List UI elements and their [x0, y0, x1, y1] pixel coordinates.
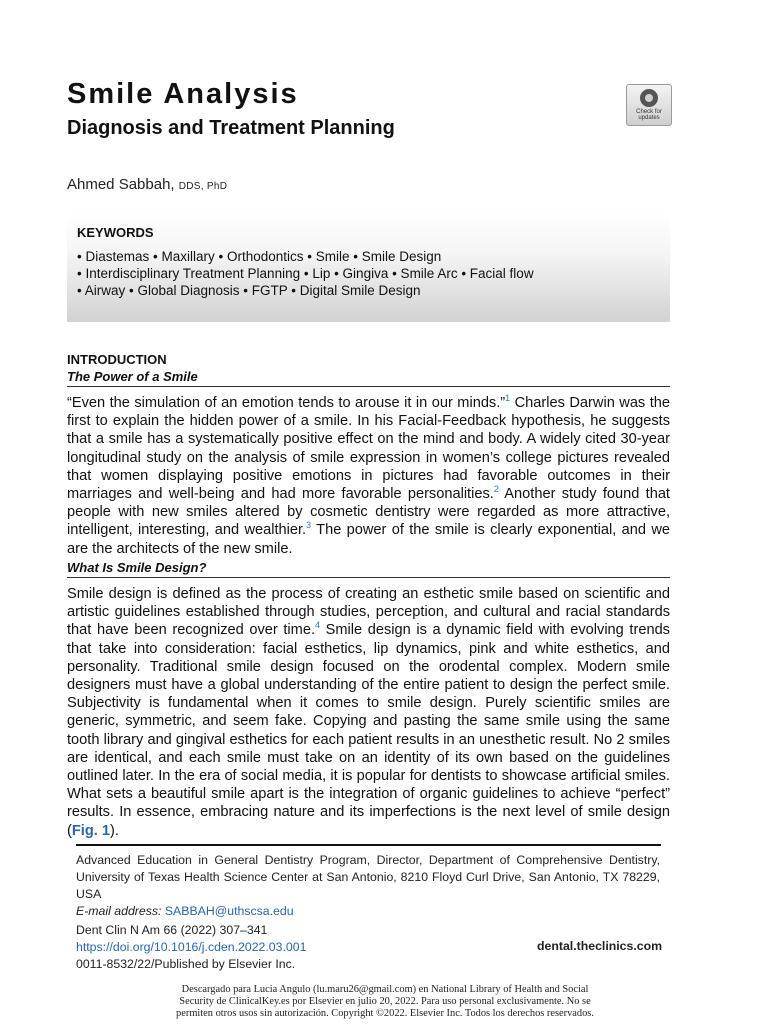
text-run: Smile design is defined as the process of creating an esthetic smile based on scientific and artistic guidelines established through studies, perception, and cultural and racial standards that have been recognized over time. — [67, 586, 670, 639]
keywords-heading: KEYWORDS — [77, 225, 154, 240]
keywords-box — [67, 212, 670, 322]
paragraph — [67, 585, 670, 840]
email-label: E-mail address: — [76, 904, 162, 918]
text-run: Another study found that people with new smiles altered by cosmetic dentistry were regarded as more attractive, intelligent, interesting, and wealthier. — [67, 486, 670, 539]
article-subtitle: Diagnosis and Treatment Planning — [67, 117, 395, 139]
subsection-heading: What Is Smile Design? — [67, 560, 670, 578]
article-title: Smile Analysis — [67, 78, 299, 110]
keywords-line: • Diastemas • Maxillary • Orthodontics • Smile • Smile Design — [77, 249, 442, 264]
section-heading: INTRODUCTION — [67, 352, 167, 367]
text-run: Smile design is a dynamic field with evolving trends that take into consideration: facial esthetics, lip dynamics, pink and white esthetics, and personality. Traditional smile design focused on the orodental complex. Modern smile designers must have a global understanding of the entire patient to design the perfect smile. Subjectivity is fundamental when it comes to smile design. Purely scientific smiles are generic, symmetric, and seem fake. Copying and pasting the same smile using the same tooth library and gingival esthetics for each patient results in an unesthetic result. No 2 smiles are identical, and each smile must take on an identity of its own based on the guidelines outlined later. In the era of social media, it is popular for dentists to showcase artificial smiles. What sets a beautiful smile apart is the integration of organic guidelines to achieve “perfect” results. In essence, embracing nature and its imperfections is the next level of smile design ( — [67, 622, 670, 839]
footer-divider — [76, 844, 661, 846]
badge-label: Check for updates — [636, 109, 662, 121]
subsection-heading: The Power of a Smile — [67, 369, 670, 387]
text-run: “Even the simulation of an emotion tends to arouse it in our minds.” — [67, 395, 506, 411]
affiliation-text: Advanced Education in General Dentistry Program, Director, Department of Comprehensive Dentistry, University of Texas Health Science Center at San Antonio, 8210 Floyd Curl Drive, San Antonio, TX 78229, USA — [76, 853, 660, 901]
doi-link[interactable]: https://doi.org/10.1016/j.cden.2022.03.001 — [76, 940, 307, 954]
check-for-updates-icon — [640, 89, 658, 107]
figure-link[interactable]: Fig. 1 — [71, 822, 110, 839]
notice-line: Security de ClinicalKey.es por Elsevier en julio 20, 2022. Para uso personal exclusivamente. No se — [179, 996, 591, 1007]
reference-link[interactable]: 4 — [315, 620, 321, 631]
email-row — [76, 903, 660, 920]
reference-link[interactable]: 3 — [306, 520, 312, 531]
download-notice — [110, 984, 660, 1020]
text-run: The power of the smile is clearly exponential, and we are the architects of the new smile. — [67, 522, 670, 557]
keywords-line: • Interdisciplinary Treatment Planning • Lip • Gingiva • Smile Arc • Facial flow — [77, 266, 534, 281]
notice-line: Descargado para Lucia Angulo (lu.maru26@gmail.com) en National Library of Health and Social — [181, 984, 589, 995]
issn-line: 0011-8532/22/Published by Elsevier Inc. — [76, 957, 296, 971]
keywords-line: • Airway • Global Diagnosis • FGTP • Digital Smile Design — [77, 283, 421, 298]
notice-line: permiten otros usos sin autorización. Copyright ©2022. Elsevier Inc. Todos los derechos reservados. — [176, 1008, 594, 1019]
text-run: ). — [109, 822, 119, 839]
journal-site: dental.theclinics.com — [537, 939, 663, 953]
author-credentials: DDS, PhD — [178, 181, 228, 192]
text-run: Charles Darwin was the first to explain the hidden power of a smile. In his Facial-Feedback hypothesis, he suggests that a smile has a systematically positive effect on the mind and body. A widely cited 30-year longitudinal study on the analysis of smile expression in women’s college pictures revealed that women displaying positive emotions in pictures had favorable outcomes in their marriages and well-being and had more favorable personalities. — [67, 395, 670, 503]
paragraph — [67, 394, 670, 558]
reference-link[interactable]: 2 — [493, 484, 499, 495]
author-name: Ahmed Sabbah, — [67, 176, 175, 193]
check-for-updates-button[interactable] — [626, 84, 672, 126]
email-link[interactable]: SABBAH@uthscsa.edu — [164, 904, 294, 918]
author-line — [67, 176, 227, 193]
journal-citation: Dent Clin N Am 66 (2022) 307–341 — [76, 923, 268, 937]
citation-block — [76, 922, 306, 973]
reference-link[interactable]: 1 — [505, 393, 511, 404]
affiliation-block — [76, 852, 660, 920]
